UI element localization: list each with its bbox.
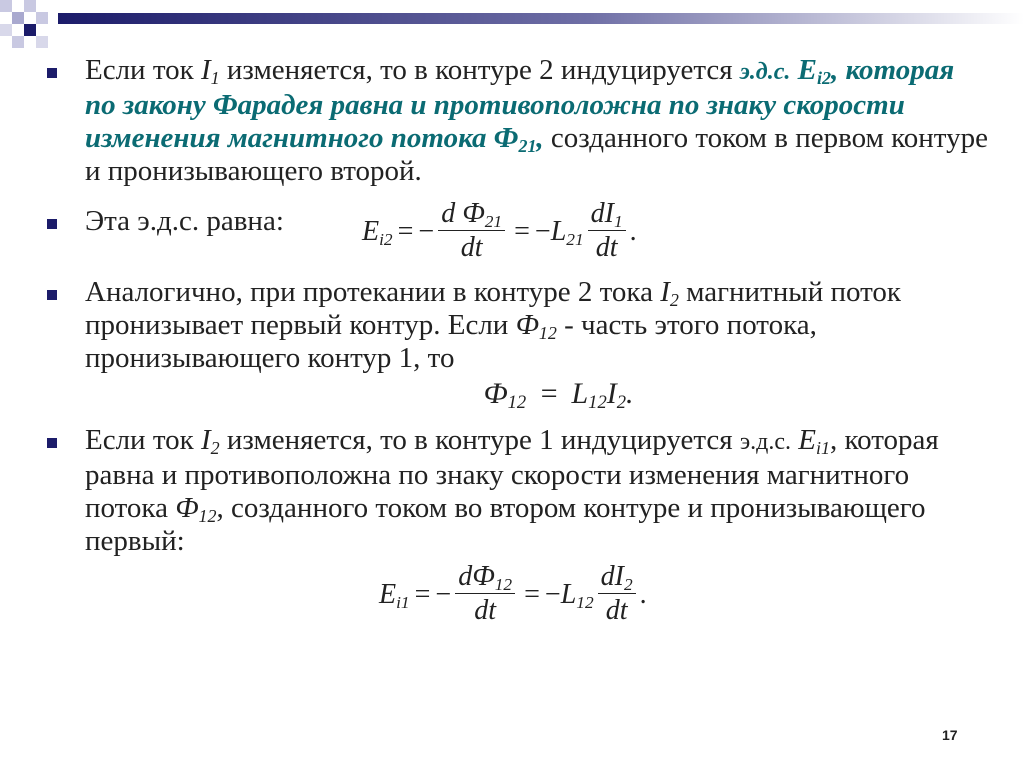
highlighted-statement: $E_{i2}$, которая по закону Фарадея равна и противоположна по знаку скорости изменения магнитного потока $Ф_{21}$, <box>85 54 955 157</box>
text: изменяется, то в контуре 1 индуцируется <box>219 424 740 456</box>
text: Аналогично, при протекании в контуре 2 тока <box>85 276 661 308</box>
square-bullet-icon <box>47 438 57 448</box>
text: магнитный поток пронизывает первый контур. Если <box>85 276 902 341</box>
formula-emf-i1: $E_{i1}$ = − $\frac{dФ_{12}}{dt}$ = − $L_{12}$ $\frac{dI_2}{dt}$ . <box>379 561 647 626</box>
deco-square <box>0 24 12 36</box>
fraction-dphi-dt: $\frac{dФ_{12}}{dt}$ <box>455 562 515 626</box>
deco-square <box>36 36 48 48</box>
text: изменяется, то в контуре 2 индуцируется <box>219 54 740 86</box>
fraction-dphi-dt: $\frac{d Ф_{21}}{dt}$ <box>438 199 505 263</box>
deco-square <box>24 0 36 12</box>
text: Если ток <box>85 54 201 86</box>
bullet-item-3 <box>47 276 992 414</box>
fraction-di-dt: $\frac{dI_1}{dt}$ <box>588 199 626 263</box>
slide-body <box>47 54 992 626</box>
bullet-item-2 <box>47 198 992 263</box>
text: - часть этого потока, пронизывающего контур 1, то <box>85 309 817 374</box>
deco-square <box>24 24 36 36</box>
formula-label: Эта э.д.с. равна: <box>85 205 284 237</box>
current-symbol: $I_2$ <box>200 424 220 459</box>
header-gradient-bar <box>58 13 1024 24</box>
deco-square <box>12 36 24 48</box>
text: Если ток <box>85 424 201 456</box>
flux-symbol: $Ф_{12}$ <box>515 309 557 344</box>
square-bullet-icon <box>47 219 57 229</box>
bullet-item-4 <box>47 424 992 626</box>
current-symbol: $I_1$ <box>200 54 220 89</box>
square-bullet-icon <box>47 68 57 78</box>
bullet-item-1 <box>47 54 992 188</box>
formula-flux-12: $Ф_{12} = L_{12}I_2$. <box>483 377 634 414</box>
square-bullet-icon <box>47 290 57 300</box>
text: , которая равна и противоположна по знаку скорости изменения магнитного потока <box>85 424 939 524</box>
deco-square <box>0 0 12 12</box>
formula-emf-i2: $E_{i2}$ = − $\frac{d Ф_{21}}{dt}$ = − $L_{21}$ $\frac{dI_1}{dt}$ . <box>362 198 637 263</box>
emf-abbrev: э.д.с. <box>739 429 792 455</box>
current-symbol: $I_2$ <box>660 276 679 311</box>
deco-square <box>36 12 48 24</box>
deco-square <box>12 12 24 24</box>
text: созданного током в первом контуре и пронизывающего второй. <box>85 122 988 187</box>
flux-symbol: $Ф_{12}$ <box>175 492 217 527</box>
fraction-di-dt: $\frac{dI_2}{dt}$ <box>598 562 636 626</box>
emf-symbol: $E_{i1}$ <box>798 424 830 459</box>
header-decoration <box>0 0 1024 60</box>
text: , созданного током во втором контуре и пронизывающего первый: <box>85 492 926 557</box>
emf-abbrev: э.д.с. <box>739 59 791 85</box>
page-number: 17 <box>942 727 958 743</box>
